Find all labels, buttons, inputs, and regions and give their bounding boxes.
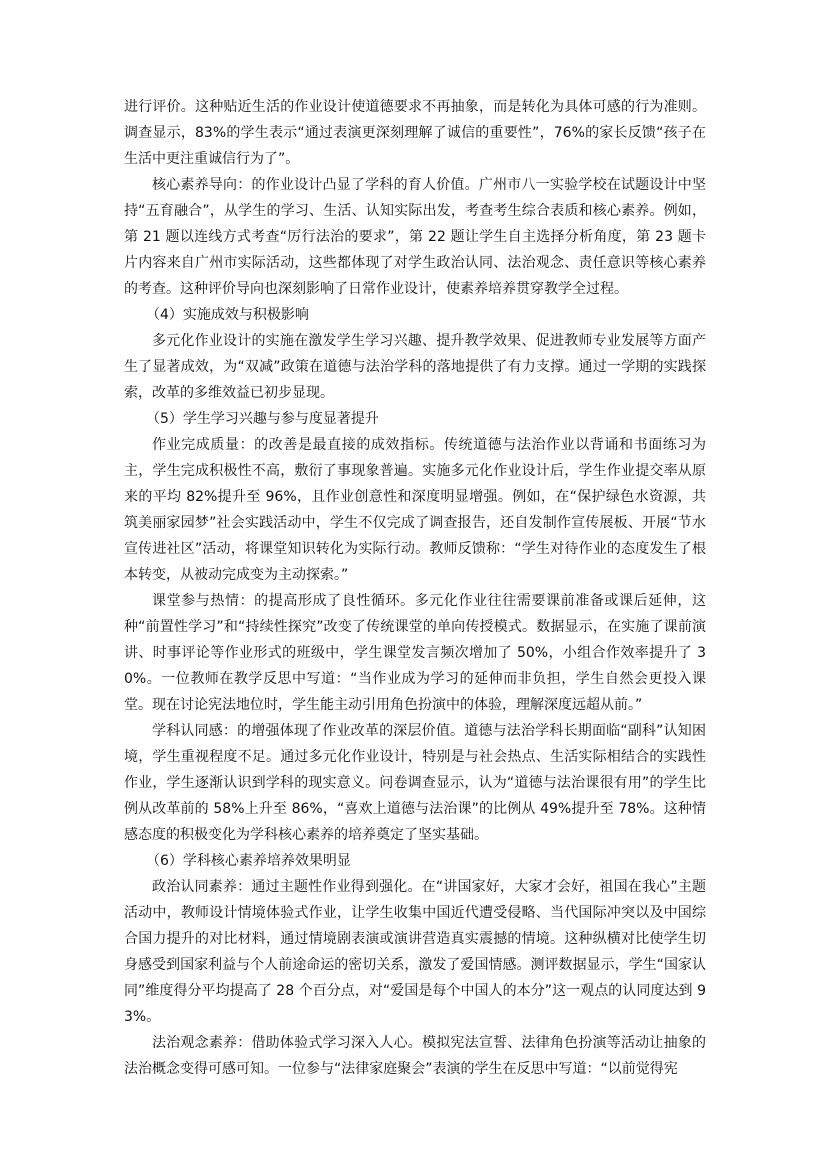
paragraph: 作业完成质量：的改善是最直接的成效指标。传统道德与法治作业以背诵和书面练习为主，学生完成积极性不高，敷衍了事现象普遍。实施多元化作业设计后，学生作业提交率从原来的平均 82%提升至 96%，且作业创意性和深度明显增强。例如，在“保护绿色水资源，共筑美丽家园梦”社会实践活动中，学生不仅完成了调查报告，还自发制作宣传展板、开展“节水宣传进社区”活动，将课堂知识转化为实际行动。教师反馈称：“学生对待作业的态度发生了根本转变，从被动完成变为主动探索。” — [124, 437, 706, 583]
paragraph: 多元化作业设计的实施在激发学生学习兴趣、提升教学效果、促进教师专业发展等方面产生了显著成效，为“双减”政策在道德与法治学科的落地提供了有力支撑。通过一学期的实践探索，改革的多维效益已初步显现。 — [124, 333, 706, 401]
section-heading: （6）学科核心素养培养效果明显 — [146, 853, 351, 869]
paragraph: 课堂参与热情：的提高形成了良性循环。多元化作业往往需要课前准备或课后延伸，这种“前置性学习”和“持续性探究”改变了传统课堂的单向传授模式。数据显示，在实施了课前演讲、时事评论等作业形式的班级中，学生课堂发言频次增加了 50%，小组合作效率提升了 30%。一位教师在教学反思中写道：“当作业成为学习的延伸而非负担，学生自然会更投入课堂。现在讨论宪法地位时，学生能主动引用角色扮演中的体验，理解深度远超从前。” — [124, 593, 706, 713]
paragraph: 法治观念素养：借助体验式学习深入人心。模拟宪法宣誓、法律角色扮演等活动让抽象的法治概念变得可感可知。一位参与“法律家庭聚会”表演的学生在反思中写道：“以前觉得宪 — [124, 1035, 706, 1077]
paragraph: 政治认同素养：通过主题性作业得到强化。在“讲国家好，大家才会好，祖国在我心”主题活动中，教师设计情境体验式作业，让学生收集中国近代遭受侵略、当代国际冲突以及中国综合国力提升的对比材料，通过情境剧表演或演讲营造真实震撼的情境。这种纵横对比使学生切身感受到国家利益与个人前途命运的密切关系，激发了爱国情感。测评数据显示，学生“国家认同”维度得分平均提高了 28 个百分点，对“爱国是每个中国人的本分”这一观点的认同度达到 93%。 — [124, 879, 706, 1025]
section-heading: （4）实施成效与积极影响 — [146, 307, 309, 323]
document-page — [124, 94, 706, 1082]
paragraph: 学科认同感：的增强体现了作业改革的深层价值。道德与法治学科长期面临“副科”认知困境，学生重视程度不足。通过多元化作业设计，特别是与社会热点、生活实际相结合的实践性作业，学生逐渐认识到学科的现实意义。问卷调查显示，认为“道德与法治课很有用”的学生比例从改革前的 58%上升至 86%，“喜欢上道德与法治课”的比例从 49%提升至 78%。这种情感态度的积极变化为学科核心素养的培养奠定了坚实基础。 — [124, 723, 706, 843]
paragraph: 进行评价。这种贴近生活的作业设计使道德要求不再抽象，而是转化为具体可感的行为准则。调查显示，83%的学生表示“通过表演更深刻理解了诚信的重要性”，76%的家长反馈“孩子在生活中更注重诚信行为了”。 — [124, 99, 706, 167]
paragraph: 核心素养导向：的作业设计凸显了学科的育人价值。广州市八一实验学校在试题设计中坚持“五育融合”，从学生的学习、生活、认知实际出发，考查考生综合表质和核心素养。例如，第 21 题以连线方式考查“厉行法治的要求”，第 22 题让学生自主选择分析角度，第 23 题卡片内容来自广州市实际活动，这些都体现了对学生政治认同、法治观念、责任意识等核心素养的考查。这种评价导向也深刻影响了日常作业设计，使素养培养贯穿教学全过程。 — [124, 177, 706, 297]
section-heading: （5）学生学习兴趣与参与度显著提升 — [146, 411, 379, 427]
